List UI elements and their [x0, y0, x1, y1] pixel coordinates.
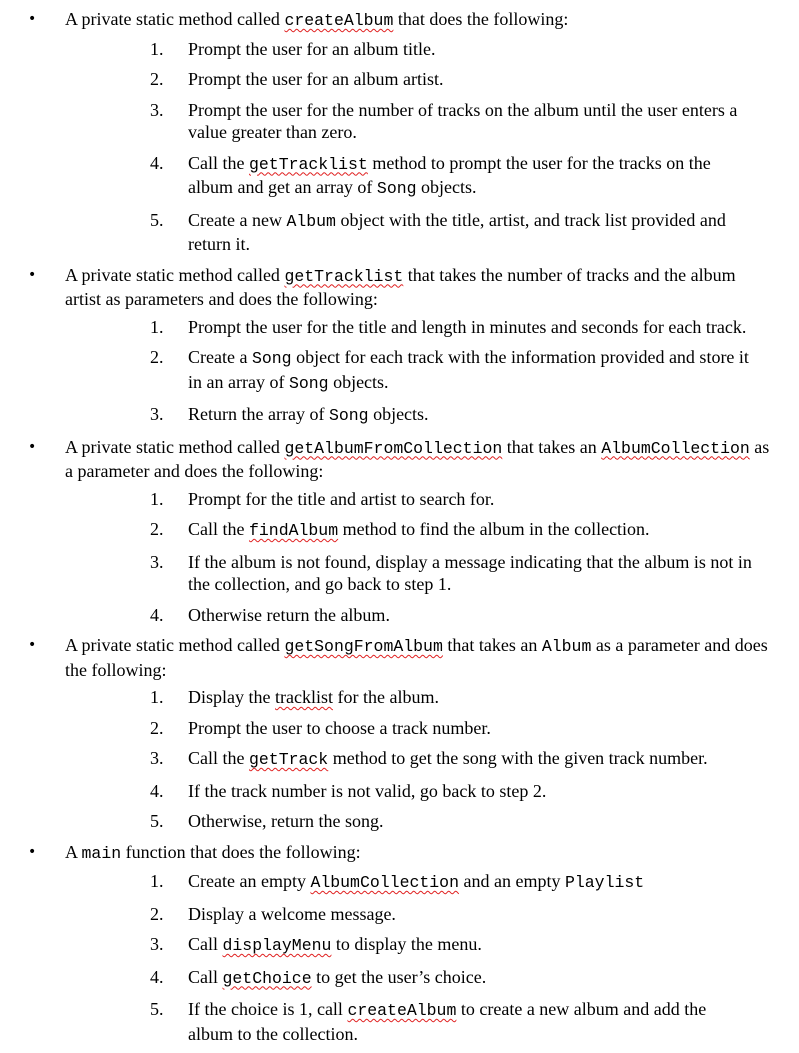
numbered-step — [65, 209, 775, 256]
numbered-step — [65, 870, 775, 895]
step-text — [188, 489, 494, 509]
numbered-step — [65, 780, 775, 803]
bullet-intro — [65, 436, 775, 483]
text-run: Call the — [188, 519, 249, 539]
step-number: 2. — [150, 717, 164, 738]
text-run: A private static method called — [65, 9, 285, 29]
code-identifier: Song — [376, 179, 417, 198]
text-run: that takes an — [502, 436, 602, 457]
step-number: 4. — [150, 780, 164, 801]
code-identifier: Playlist — [564, 873, 645, 892]
numbered-step — [65, 810, 775, 833]
bullet-item — [0, 634, 799, 833]
code-identifier: Album — [541, 637, 592, 656]
numbered-list — [65, 686, 775, 833]
bullet-item — [0, 841, 799, 1046]
text-run: to create a new album and add the album to the collection. — [188, 999, 707, 1044]
numbered-step — [65, 316, 775, 339]
text-run: If the track number is not valid, go back to step 2. — [188, 780, 547, 801]
text-run: objects. — [368, 404, 429, 424]
step-text — [188, 871, 644, 891]
step-text — [188, 347, 749, 392]
bullet-intro — [65, 634, 775, 681]
bullet-list — [0, 8, 799, 1045]
bullet-item — [0, 436, 799, 627]
bullet-item — [0, 8, 799, 256]
numbered-step — [65, 686, 775, 709]
text-run: to get the user’s choice. — [311, 966, 487, 987]
step-number: 2. — [150, 347, 164, 367]
step-number: 5. — [150, 999, 164, 1019]
text-run: method to prompt the user for the tracks on the album and get an array of — [188, 152, 711, 197]
code-identifier: main — [81, 843, 122, 863]
text-run: as a parameter and does the following: — [65, 635, 768, 680]
code-identifier: displayMenu — [222, 936, 332, 955]
step-text — [188, 519, 650, 539]
bullet-item — [0, 264, 799, 428]
text-run: method to get the song with the given track number. — [328, 748, 708, 768]
step-number: 1. — [150, 316, 164, 337]
text-run: Call the — [188, 748, 249, 768]
code-identifier: findAlbum — [249, 521, 339, 540]
bullet-intro — [65, 841, 775, 866]
bullet-intro — [65, 264, 775, 311]
step-text — [188, 552, 752, 595]
numbered-step — [65, 99, 775, 144]
text-run: Call — [188, 934, 223, 954]
numbered-step — [65, 488, 775, 511]
text-run: objects. — [416, 177, 477, 197]
step-number: 3. — [150, 748, 164, 768]
step-number: 1. — [150, 871, 164, 891]
code-identifier: getTracklist — [284, 266, 404, 286]
step-number: 2. — [150, 903, 164, 924]
text-run: Return the array of — [188, 404, 329, 424]
step-text — [188, 69, 443, 89]
step-text — [188, 210, 726, 255]
code-identifier: AlbumCollection — [601, 438, 750, 458]
step-text — [188, 811, 383, 831]
code-identifier: createAlbum — [347, 1001, 457, 1020]
code-identifier: getChoice — [222, 968, 312, 988]
text-run: Create a new — [188, 209, 287, 230]
text-run: method to find the album in the collection. — [338, 519, 650, 539]
text-run: Prompt for the title and artist to search for. — [188, 488, 495, 509]
code-identifier: Album — [286, 211, 336, 231]
code-identifier: getTrack — [249, 750, 329, 769]
code-identifier: AlbumCollection — [310, 873, 459, 892]
numbered-step — [65, 903, 775, 926]
step-number: 4. — [150, 966, 164, 987]
text-run: object with the title, artist, and track list provided and return it. — [188, 209, 726, 254]
text-run: tracklist — [275, 687, 333, 707]
text-run: Call — [188, 966, 223, 987]
text-run: If the choice is 1, call — [188, 999, 348, 1019]
text-run: Prompt the user to choose a track number. — [188, 717, 491, 738]
code-identifier: createAlbum — [284, 11, 394, 30]
numbered-list — [65, 870, 775, 1045]
numbered-step — [65, 38, 775, 61]
step-number: 3. — [150, 934, 164, 954]
step-number: 5. — [150, 811, 164, 831]
step-number: 4. — [150, 152, 164, 173]
step-text — [188, 967, 486, 987]
text-run: Display a welcome message. — [188, 903, 396, 924]
step-text — [188, 404, 429, 424]
numbered-step — [65, 933, 775, 958]
step-number: 5. — [150, 209, 164, 230]
text-run: A private static method called — [65, 436, 285, 457]
step-text — [188, 100, 737, 143]
step-number: 3. — [150, 99, 164, 120]
step-number: 4. — [150, 604, 164, 625]
numbered-step — [65, 518, 775, 543]
text-run: A private static method called — [65, 635, 285, 655]
step-number: 2. — [150, 519, 164, 539]
step-number: 2. — [150, 69, 164, 89]
numbered-step — [65, 551, 775, 596]
step-number: 1. — [150, 488, 164, 509]
numbered-step — [65, 68, 775, 91]
step-text — [188, 781, 546, 801]
code-identifier: Song — [328, 406, 369, 425]
bullet-intro — [65, 8, 775, 33]
text-run: A — [65, 841, 82, 862]
text-run: Prompt the user for the number of tracks on the album until the user enters a value greater than zero. — [188, 99, 738, 142]
numbered-step — [65, 152, 775, 201]
text-run: that takes an — [442, 635, 542, 655]
text-run: and an empty — [458, 871, 565, 891]
numbered-list — [65, 488, 775, 627]
numbered-step — [65, 604, 775, 627]
text-run: to display the menu. — [331, 934, 482, 954]
step-text — [188, 748, 708, 768]
step-text — [188, 605, 390, 625]
code-identifier: Song — [288, 373, 329, 393]
step-number: 1. — [150, 687, 164, 707]
numbered-step — [65, 747, 775, 772]
step-text — [188, 687, 439, 707]
text-run: as a parameter and does the following: — [65, 436, 770, 481]
text-run: Display the — [188, 687, 275, 707]
numbered-step — [65, 966, 775, 991]
step-number: 1. — [150, 38, 164, 59]
text-run: object for each track with the information provided and store it in an array of — [188, 347, 749, 392]
step-text — [188, 153, 711, 198]
text-run: A private static method called — [65, 264, 285, 285]
step-text — [188, 904, 396, 924]
text-run: Create an empty — [188, 871, 311, 891]
text-run: Prompt the user for an album artist. — [188, 69, 444, 89]
numbered-list — [65, 316, 775, 428]
step-number: 3. — [150, 404, 164, 424]
code-identifier: getTracklist — [249, 154, 368, 174]
numbered-step — [65, 346, 775, 395]
step-text — [188, 718, 491, 738]
text-run: that does the following: — [393, 9, 569, 29]
numbered-list — [65, 38, 775, 256]
text-run: that takes the number of tracks and the album artist as parameters and does the following: — [65, 264, 736, 309]
numbered-step — [65, 403, 775, 428]
text-run: objects. — [328, 371, 389, 392]
code-identifier: getAlbumFromCollection — [284, 438, 503, 458]
text-run: Otherwise return the album. — [188, 604, 390, 625]
text-run: Prompt the user for an album title. — [188, 38, 436, 59]
step-text — [188, 317, 746, 337]
step-text — [188, 39, 435, 59]
document-page — [0, 8, 799, 1053]
text-run: Otherwise, return the song. — [188, 811, 384, 831]
numbered-step — [65, 717, 775, 740]
text-run: Call the — [188, 152, 249, 173]
code-identifier: Song — [251, 349, 292, 368]
text-run: function that does the following: — [121, 841, 361, 862]
step-number: 3. — [150, 551, 164, 572]
text-run: Create a — [188, 347, 252, 367]
step-text — [188, 934, 482, 954]
step-text — [188, 999, 706, 1044]
text-run: If the album is not found, display a message indicating that the album is not in the collection, and go back to step 1. — [188, 551, 752, 594]
text-run: Prompt the user for the title and length in minutes and seconds for each track. — [188, 316, 747, 337]
code-identifier: getSongFromAlbum — [284, 637, 443, 656]
numbered-step — [65, 998, 775, 1045]
text-run: for the album. — [332, 687, 439, 707]
